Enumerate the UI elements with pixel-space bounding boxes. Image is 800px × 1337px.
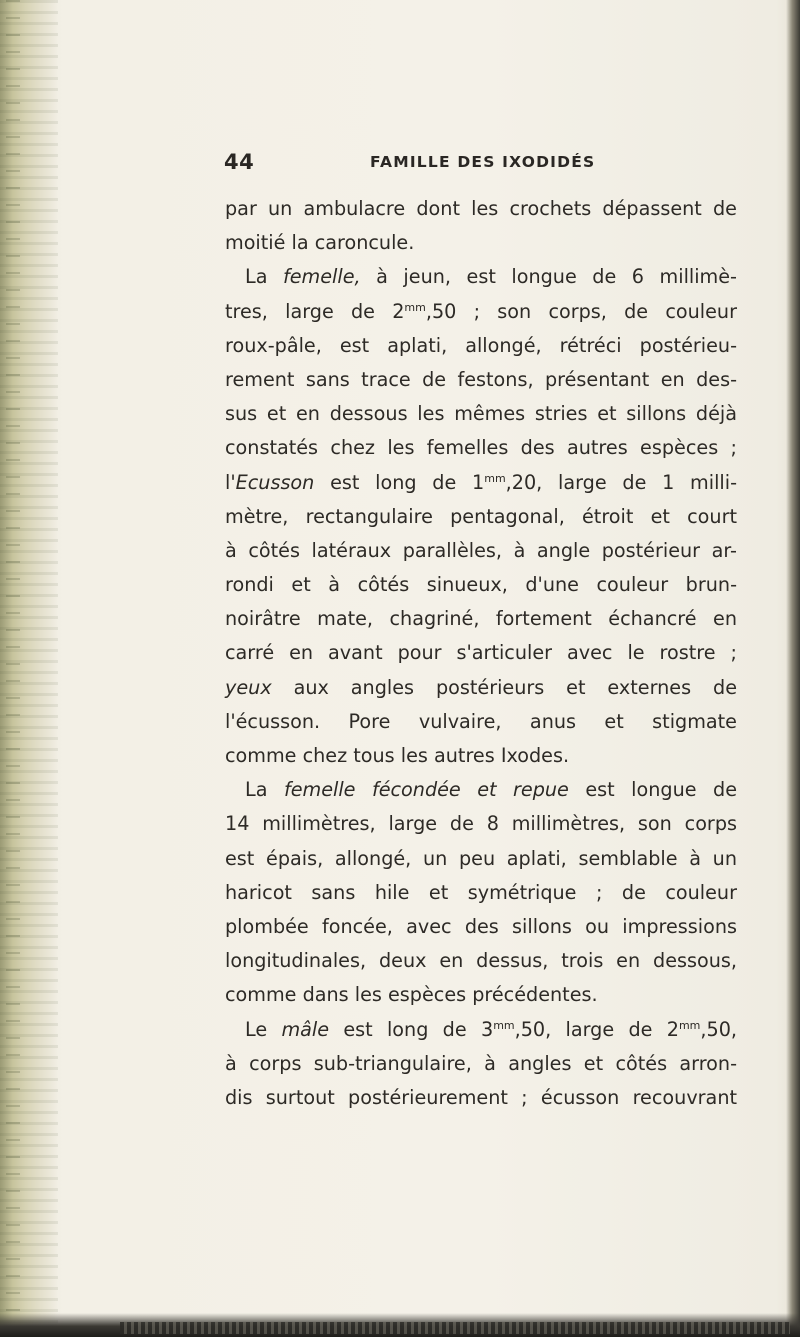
term-yeux: yeux xyxy=(225,675,272,699)
body-text xyxy=(225,192,737,1115)
text-line: est épais, allongé, un peu aplati, semblable à un xyxy=(225,846,737,870)
text-line: tres, large de $2^{mm},50$ ; son corps, de couleur xyxy=(225,299,737,323)
text-line: 14 millimètres, large de 8 millimètres, son corps xyxy=(225,812,737,836)
text-line: moitié la caroncule. xyxy=(225,231,415,255)
text-line: haricot sans hile et symétrique ; de couleur xyxy=(225,880,737,904)
text-line: La femelle fécondée et repue est longue de xyxy=(245,778,737,802)
text-line: l'écusson. Pore vulvaire, anus et stigmate xyxy=(225,709,737,733)
text-line: carré en avant pour s'articuler avec le rostre ; xyxy=(225,641,737,665)
text-line: constatés chez les femelles des autres espèces ; xyxy=(225,436,737,460)
term-male: mâle xyxy=(281,1017,330,1041)
text-line: yeux aux angles postérieurs et externes de xyxy=(225,675,737,699)
text-line: l'Ecusson est long de $1^{mm},20$, large de 1 milli- xyxy=(225,470,737,494)
page-binding-edge xyxy=(0,0,58,1337)
text-line: rondi et à côtés sinueux, d'une couleur brun- xyxy=(225,573,737,597)
text-line: longitudinales, deux en dessus, trois en dessous, xyxy=(225,949,737,973)
term-ecusson: Ecusson xyxy=(235,470,315,494)
text-line: La femelle, à jeun, est longue de 6 millimè- xyxy=(245,265,737,289)
page-bottom-edge xyxy=(0,1313,800,1337)
term-femelle: femelle, xyxy=(282,265,361,289)
page-number: 44 xyxy=(224,150,255,174)
text-line: rement sans trace de festons, présentant en des- xyxy=(225,367,737,391)
text-line: sus et en dessous les mêmes stries et sillons déjà xyxy=(225,402,737,426)
text-line: roux-pâle, est aplati, allongé, rétréci postérieu- xyxy=(225,333,737,357)
text-line: comme dans les espèces précédentes. xyxy=(225,983,598,1007)
text-line: plombée foncée, avec des sillons ou impressions xyxy=(225,914,737,938)
text-line: Le mâle est long de $3^{mm},50$, large de $2^{mm},50$, xyxy=(245,1017,738,1041)
page-right-edge xyxy=(786,0,800,1337)
running-head: FAMILLE DES IXODIDÉS xyxy=(370,153,596,171)
page-header xyxy=(224,150,744,178)
text-line: dis surtout postérieurement ; écusson recouvrant xyxy=(225,1085,737,1109)
text-line: par un ambulacre dont les crochets dépassent de xyxy=(225,197,737,220)
term-femelle-fecondee: femelle fécondée et repue xyxy=(283,778,569,802)
text-line: noirâtre mate, chagriné, fortement échancré en xyxy=(225,607,737,631)
text-line: mètre, rectangulaire pentagonal, étroit et court xyxy=(225,504,737,528)
text-line: à corps sub-triangulaire, à angles et côtés arron- xyxy=(225,1051,737,1075)
text-line: à côtés latéraux parallèles, à angle postérieur ar- xyxy=(225,538,737,562)
text-line: comme chez tous les autres Ixodes. xyxy=(225,744,570,767)
